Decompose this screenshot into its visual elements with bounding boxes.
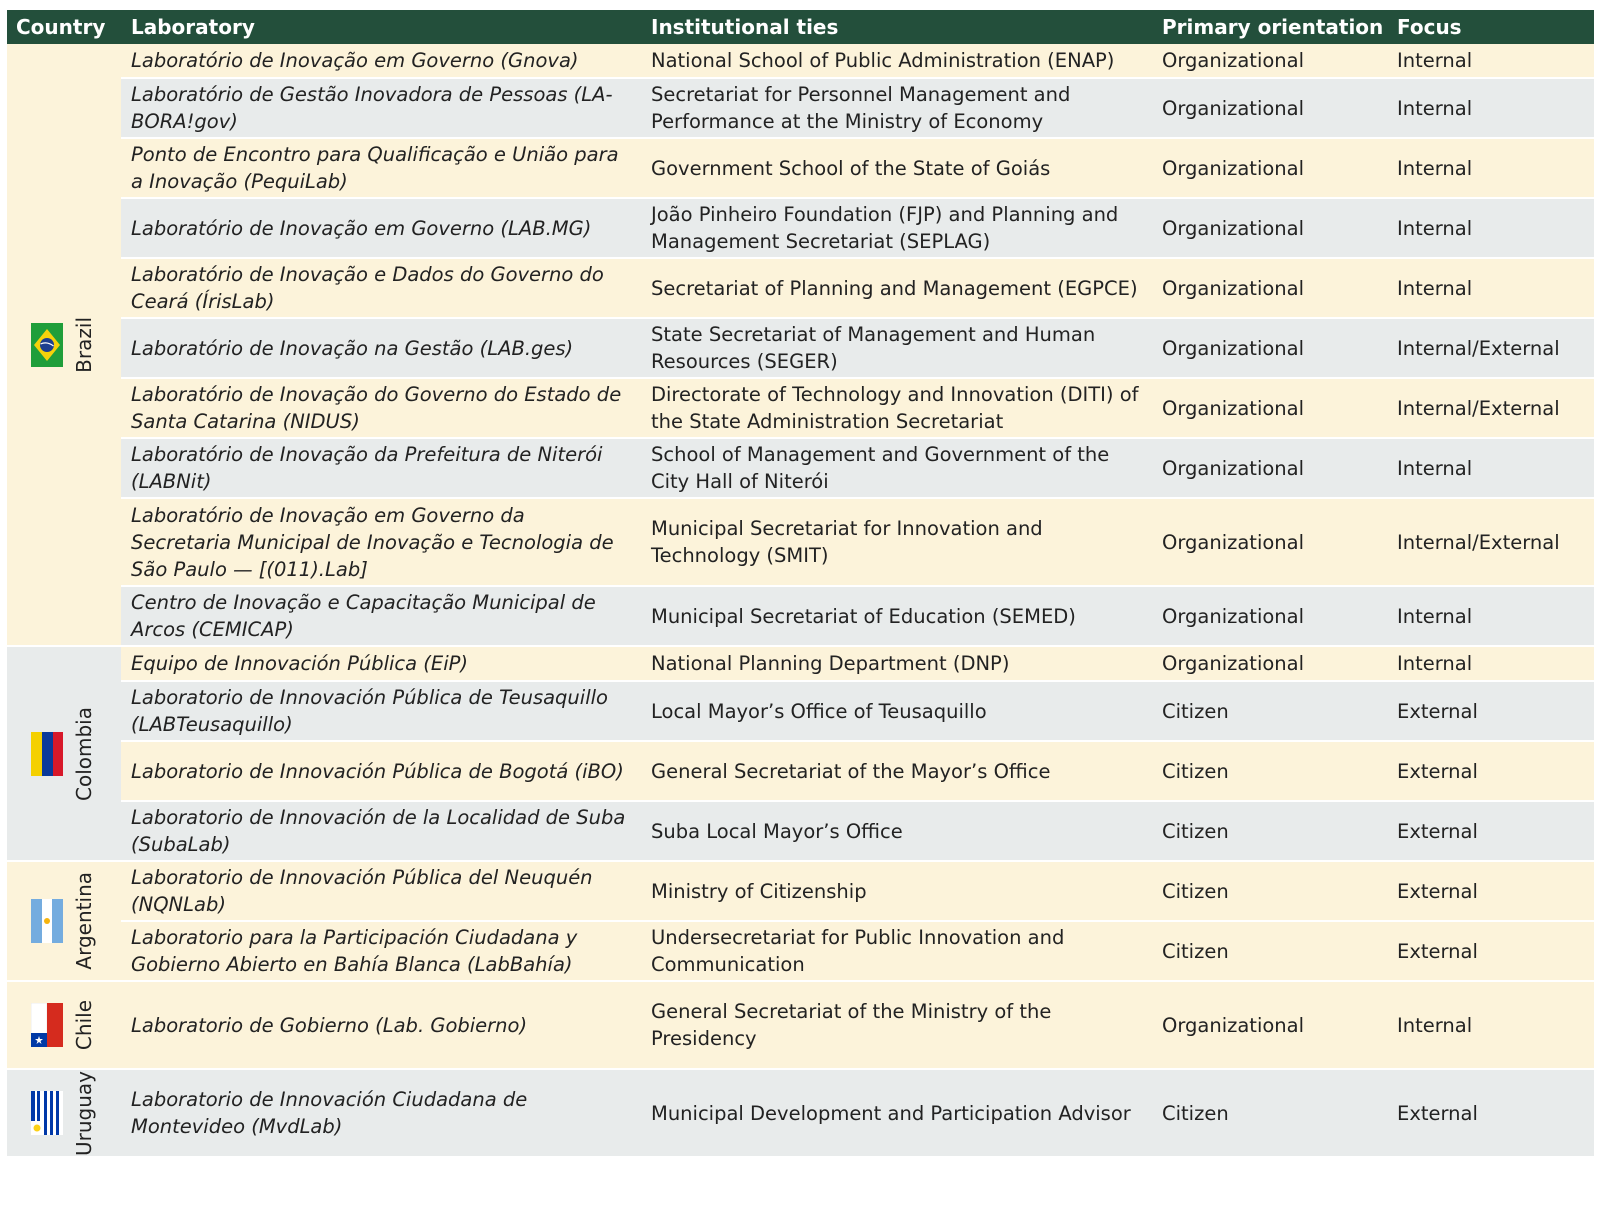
country-name: Argentina [71,872,96,970]
institutional-ties-cell: State Secretariat of Management and Human Resources (SEGER) [641,318,1152,378]
laboratory-cell: Laboratório de Inovação em Governo da Secretaria Municipal de Inovação e Tecnologia de São Paulo — [(011).Lab] [121,498,641,586]
table-row [7,498,1594,586]
laboratory-cell: Ponto de Encontro para Qualificação e União para a Inovação (PequiLab) [121,138,641,198]
laboratory-cell: Laboratorio de Innovación Pública de Teusaquillo (LABTeusaquillo) [121,681,641,741]
table-row [7,801,1594,861]
primary-orientation-cell: Organizational [1152,498,1387,586]
institutional-ties-cell: Secretariat of Planning and Management (EGPCE) [641,258,1152,318]
institutional-ties-cell: Municipal Development and Participation Advisor [641,1069,1152,1157]
primary-orientation-cell: Organizational [1152,258,1387,318]
focus-cell: Internal/External [1387,498,1594,586]
table-row [7,44,1594,78]
institutional-ties-cell: Directorate of Technology and Innovation (DITI) of the State Administration Secretariat [641,378,1152,438]
primary-orientation-cell: Organizational [1152,586,1387,646]
laboratory-cell: Laboratório de Inovação em Governo (Gnova) [121,44,641,78]
table-row [7,1069,1594,1157]
institutional-ties-cell: General Secretariat of the Ministry of the Presidency [641,981,1152,1069]
colombia-flag-icon [31,732,63,776]
table-row [7,438,1594,498]
primary-orientation-cell: Citizen [1152,741,1387,801]
primary-orientation-cell: Citizen [1152,861,1387,921]
laboratory-cell: Laboratório de Inovação na Gestão (LAB.ges) [121,318,641,378]
institutional-ties-cell: General Secretariat of the Mayor’s Office [641,741,1152,801]
laboratory-cell: Centro de Inovação e Capacitação Municipal de Arcos (CEMICAP) [121,586,641,646]
focus-cell: Internal [1387,981,1594,1069]
primary-orientation-cell: Citizen [1152,681,1387,741]
laboratory-cell: Laboratorio de Innovación de la Localidad de Suba (SubaLab) [121,801,641,861]
institutional-ties-cell: Secretariat for Personnel Management and Performance at the Ministry of Economy [641,78,1152,138]
institutional-ties-cell: Undersecretariat for Public Innovation and Communication [641,921,1152,981]
primary-orientation-cell: Organizational [1152,378,1387,438]
table-row [7,861,1594,921]
laboratory-cell: Laboratório de Inovação em Governo (LAB.MG) [121,198,641,258]
laboratory-cell: Laboratorio de Gobierno (Lab. Gobierno) [121,981,641,1069]
institutional-ties-cell: School of Management and Government of the City Hall of Niterói [641,438,1152,498]
laboratories-table-wrapper [7,10,1594,1158]
focus-cell: External [1387,921,1594,981]
institutional-ties-cell: Government School of the State of Goiás [641,138,1152,198]
laboratory-cell: Laboratorio para la Participación Ciudadana y Gobierno Abierto en Bahía Blanca (LabBahía) [121,921,641,981]
primary-orientation-cell: Citizen [1152,801,1387,861]
country-cell-chile [7,981,121,1069]
focus-cell: Internal [1387,78,1594,138]
primary-orientation-cell: Citizen [1152,1069,1387,1157]
country-cell-uruguay [7,1069,121,1157]
header-country: Country [7,10,121,44]
laboratory-cell: Laboratório de Inovação do Governo do Estado de Santa Catarina (NIDUS) [121,378,641,438]
laboratory-cell: Laboratório de Gestão Inovadora de Pessoas (LA-BORA!gov) [121,78,641,138]
primary-orientation-cell: Organizational [1152,198,1387,258]
focus-cell: Internal/External [1387,318,1594,378]
institutional-ties-cell: National Planning Department (DNP) [641,646,1152,681]
country-name: Uruguay [71,1070,96,1156]
table-row [7,981,1594,1069]
institutional-ties-cell: National School of Public Administration (ENAP) [641,44,1152,78]
header-laboratory: Laboratory [121,10,641,44]
country-cell-colombia [7,646,121,861]
primary-orientation-cell: Organizational [1152,138,1387,198]
institutional-ties-cell: Municipal Secretariat of Education (SEMED) [641,586,1152,646]
table-row [7,921,1594,981]
focus-cell: Internal [1387,438,1594,498]
country-name: Chile [71,999,96,1051]
laboratories-table [7,10,1594,1158]
focus-cell: External [1387,681,1594,741]
table-row [7,198,1594,258]
laboratory-cell: Laboratório de Inovação e Dados do Governo do Ceará (ÍrisLab) [121,258,641,318]
header-institutional-ties: Institutional ties [641,10,1152,44]
header-primary-orientation: Primary orientation [1152,10,1387,44]
table-row [7,586,1594,646]
argentina-flag-icon [31,899,63,943]
country-cell-brazil [7,44,121,646]
focus-cell: Internal [1387,138,1594,198]
laboratory-cell: Laboratorio de Innovación Pública de Bogotá (iBO) [121,741,641,801]
primary-orientation-cell: Organizational [1152,646,1387,681]
focus-cell: External [1387,1069,1594,1157]
primary-orientation-cell: Organizational [1152,44,1387,78]
laboratory-cell: Laboratório de Inovação da Prefeitura de Niterói (LABNit) [121,438,641,498]
table-body [7,44,1594,1157]
primary-orientation-cell: Citizen [1152,921,1387,981]
focus-cell: Internal [1387,198,1594,258]
primary-orientation-cell: Organizational [1152,981,1387,1069]
table-row [7,138,1594,198]
table-row [7,378,1594,438]
institutional-ties-cell: Suba Local Mayor’s Office [641,801,1152,861]
focus-cell: External [1387,861,1594,921]
primary-orientation-cell: Organizational [1152,318,1387,378]
table-row [7,741,1594,801]
primary-orientation-cell: Organizational [1152,438,1387,498]
table-row [7,646,1594,681]
focus-cell: Internal [1387,258,1594,318]
table-row [7,258,1594,318]
laboratory-cell: Laboratorio de Innovación Ciudadana de Montevideo (MvdLab) [121,1069,641,1157]
focus-cell: Internal [1387,586,1594,646]
institutional-ties-cell: Municipal Secretariat for Innovation and Technology (SMIT) [641,498,1152,586]
focus-cell: External [1387,741,1594,801]
country-cell-argentina [7,861,121,981]
header-row [7,10,1594,44]
country-name: Colombia [71,706,96,801]
chile-flag-icon [31,1003,63,1047]
primary-orientation-cell: Organizational [1152,78,1387,138]
header-focus: Focus [1387,10,1594,44]
table-header [7,10,1594,44]
institutional-ties-cell: Ministry of Citizenship [641,861,1152,921]
focus-cell: External [1387,801,1594,861]
table-row [7,681,1594,741]
laboratory-cell: Laboratorio de Innovación Pública del Neuquén (NQNLab) [121,861,641,921]
institutional-ties-cell: Local Mayor’s Office of Teusaquillo [641,681,1152,741]
table-row [7,318,1594,378]
focus-cell: Internal [1387,44,1594,78]
focus-cell: Internal [1387,646,1594,681]
brazil-flag-icon [31,323,63,367]
focus-cell: Internal/External [1387,378,1594,438]
table-row [7,78,1594,138]
institutional-ties-cell: João Pinheiro Foundation (FJP) and Planning and Management Secretariat (SEPLAG) [641,198,1152,258]
uruguay-flag-icon [31,1091,63,1135]
laboratory-cell: Equipo de Innovación Pública (EiP) [121,646,641,681]
country-name: Brazil [71,316,96,373]
